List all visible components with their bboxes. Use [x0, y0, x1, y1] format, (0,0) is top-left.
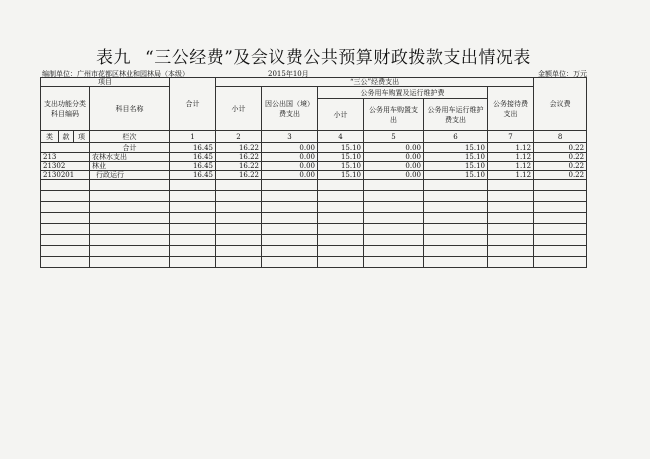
row-value — [216, 202, 262, 213]
row-value — [424, 224, 488, 235]
row-code — [41, 180, 90, 191]
row-subject-name: 合计 — [90, 143, 170, 153]
row-code — [41, 257, 90, 268]
row-value: 0.22 — [534, 153, 587, 162]
row-value — [488, 191, 534, 202]
row-code — [41, 191, 90, 202]
row-subject-name: 林业 — [90, 162, 170, 171]
row-value: 0.00 — [364, 171, 424, 180]
row-value — [216, 191, 262, 202]
header-kuan: 款 — [59, 131, 74, 143]
table-row — [41, 202, 587, 213]
row-value — [318, 246, 364, 257]
table-row — [41, 143, 587, 153]
header-xiang: 项 — [74, 131, 90, 143]
row-value — [170, 257, 216, 268]
row-value: 15.10 — [318, 171, 364, 180]
table-row — [41, 257, 587, 268]
row-code — [41, 143, 90, 153]
row-value — [170, 191, 216, 202]
row-value — [170, 246, 216, 257]
row-value — [318, 235, 364, 246]
row-value: 0.00 — [262, 171, 318, 180]
row-value — [216, 235, 262, 246]
table-row — [41, 235, 587, 246]
row-value: 0.00 — [262, 143, 318, 153]
row-value — [216, 213, 262, 224]
row-value — [488, 246, 534, 257]
header-abroad: 因公出国（境）费支出 — [262, 87, 318, 131]
row-value — [318, 224, 364, 235]
header-sangong: “三公”经费支出 — [216, 78, 534, 87]
table-row — [41, 153, 587, 162]
row-code: 2130201 — [41, 171, 90, 180]
row-value — [424, 235, 488, 246]
row-subject-name: 农林水支出 — [90, 153, 170, 162]
table-row — [41, 162, 587, 171]
table-title-text: “三公经费”及会议费公共预算财政拨款支出情况表 — [145, 48, 531, 68]
header-project: 项目 — [41, 78, 170, 87]
compiling-unit: 编制单位：广州市花都区林业和园林局（本级） — [42, 70, 189, 78]
header-vehicle-subtotal: 小计 — [318, 99, 364, 131]
row-value: 16.45 — [170, 153, 216, 162]
row-subject-name — [90, 202, 170, 213]
expenditure-table — [40, 77, 587, 268]
table-row — [41, 224, 587, 235]
amount-unit: 金额单位：万元 — [538, 70, 587, 78]
row-value — [216, 257, 262, 268]
row-value: 16.45 — [170, 171, 216, 180]
header-vehicle-maint: 公务用车运行维护费支出 — [424, 99, 488, 131]
row-value — [534, 180, 587, 191]
row-subject-name — [90, 246, 170, 257]
header-subtotal: 小计 — [216, 87, 262, 131]
row-value — [488, 235, 534, 246]
row-value — [318, 191, 364, 202]
row-value: 16.22 — [216, 153, 262, 162]
row-value — [364, 257, 424, 268]
row-value: 15.10 — [424, 162, 488, 171]
row-value: 1.12 — [488, 162, 534, 171]
row-value — [534, 191, 587, 202]
row-value: 0.00 — [262, 162, 318, 171]
table-row — [41, 180, 587, 191]
row-value: 1.12 — [488, 171, 534, 180]
col-num: 4 — [318, 131, 364, 143]
row-value — [534, 246, 587, 257]
row-value — [216, 180, 262, 191]
col-num: 1 — [170, 131, 216, 143]
row-value — [488, 224, 534, 235]
row-value — [534, 213, 587, 224]
row-value: 15.10 — [424, 171, 488, 180]
row-value: 1.12 — [488, 153, 534, 162]
row-value — [318, 180, 364, 191]
row-code — [41, 213, 90, 224]
row-value: 15.10 — [318, 162, 364, 171]
col-num: 8 — [534, 131, 587, 143]
row-value — [170, 180, 216, 191]
row-value — [364, 224, 424, 235]
row-value: 16.45 — [170, 143, 216, 153]
row-subject-name — [90, 180, 170, 191]
header-vehicle-purchase: 公务用车购置支出 — [364, 99, 424, 131]
row-value — [364, 180, 424, 191]
row-value — [364, 213, 424, 224]
header-subject-name: 科目名称 — [90, 87, 170, 131]
row-value — [262, 235, 318, 246]
row-value — [170, 213, 216, 224]
row-value: 0.00 — [364, 153, 424, 162]
row-value: 16.22 — [216, 143, 262, 153]
row-value — [170, 235, 216, 246]
row-subject-name — [90, 257, 170, 268]
row-value — [488, 202, 534, 213]
row-value: 16.45 — [170, 162, 216, 171]
row-value — [364, 235, 424, 246]
row-value: 16.22 — [216, 162, 262, 171]
row-value — [534, 257, 587, 268]
row-value: 16.22 — [216, 171, 262, 180]
row-code — [41, 224, 90, 235]
row-value: 15.10 — [318, 143, 364, 153]
row-value — [216, 246, 262, 257]
row-code: 21302 — [41, 162, 90, 171]
row-value: 0.22 — [534, 162, 587, 171]
row-value — [262, 257, 318, 268]
row-value — [262, 180, 318, 191]
row-value — [262, 224, 318, 235]
row-value — [216, 224, 262, 235]
table-title — [96, 43, 531, 68]
col-num: 6 — [424, 131, 488, 143]
row-code — [41, 246, 90, 257]
row-value: 0.22 — [534, 143, 587, 153]
table-row — [41, 191, 587, 202]
row-value — [364, 246, 424, 257]
row-subject-name — [90, 235, 170, 246]
header-total: 合计 — [170, 78, 216, 131]
row-value — [534, 202, 587, 213]
row-value — [364, 191, 424, 202]
table-number: 表九 — [96, 48, 131, 68]
header-reception: 公务接待费支出 — [488, 87, 534, 131]
row-value — [318, 202, 364, 213]
row-value — [424, 246, 488, 257]
row-subject-name: 行政运行 — [90, 171, 170, 180]
header-lei: 类 — [41, 131, 59, 143]
row-value — [424, 191, 488, 202]
row-value: 15.10 — [424, 143, 488, 153]
row-value: 0.00 — [364, 162, 424, 171]
row-value — [488, 180, 534, 191]
row-subject-name — [90, 191, 170, 202]
row-value — [488, 257, 534, 268]
header-vehicle-group: 公务用车购置及运行维护费 — [318, 87, 488, 99]
table-row — [41, 213, 587, 224]
row-value — [488, 213, 534, 224]
row-value — [364, 202, 424, 213]
row-value — [424, 202, 488, 213]
header-func-code: 支出功能分类科目编码 — [41, 87, 90, 131]
row-code — [41, 202, 90, 213]
row-value — [262, 213, 318, 224]
row-value — [262, 191, 318, 202]
row-value — [170, 202, 216, 213]
row-value: 0.00 — [262, 153, 318, 162]
row-value — [318, 213, 364, 224]
row-value: 0.00 — [364, 143, 424, 153]
row-value: 0.22 — [534, 171, 587, 180]
row-subject-name — [90, 224, 170, 235]
row-value — [534, 235, 587, 246]
report-date: 2015年10月 — [268, 70, 309, 78]
row-value — [424, 257, 488, 268]
row-value — [424, 213, 488, 224]
row-code: 213 — [41, 153, 90, 162]
row-value: 1.12 — [488, 143, 534, 153]
row-subject-name — [90, 213, 170, 224]
row-value: 15.10 — [318, 153, 364, 162]
row-value: 15.10 — [424, 153, 488, 162]
row-value — [170, 224, 216, 235]
row-value — [318, 257, 364, 268]
row-value — [262, 246, 318, 257]
col-num: 2 — [216, 131, 262, 143]
col-num: 5 — [364, 131, 424, 143]
row-value — [424, 180, 488, 191]
col-num: 7 — [488, 131, 534, 143]
row-value — [262, 202, 318, 213]
header-lanci: 栏次 — [90, 131, 170, 143]
col-num: 3 — [262, 131, 318, 143]
row-value — [534, 224, 587, 235]
header-meeting: 会议费 — [534, 78, 587, 131]
row-code — [41, 235, 90, 246]
table-row — [41, 171, 587, 180]
table-row — [41, 246, 587, 257]
